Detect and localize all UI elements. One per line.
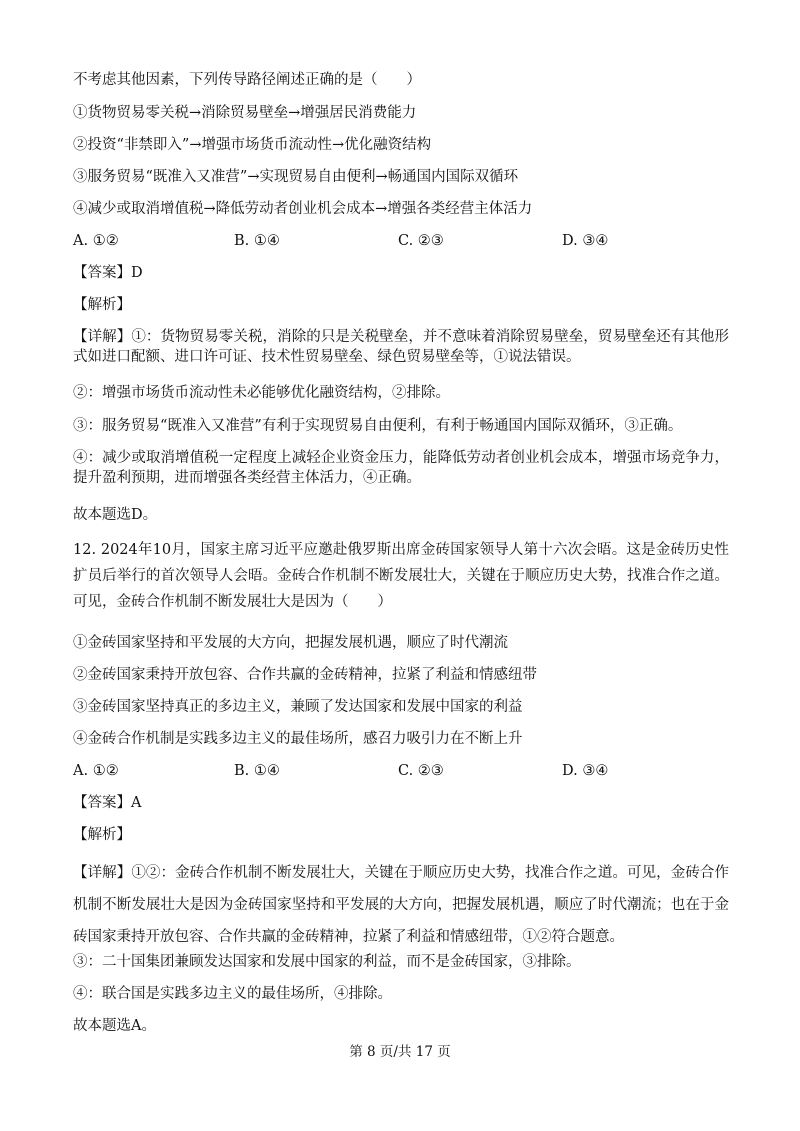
q11-detail-2: ②：增强市场货币流动性未必能够优化融资结构，②排除。 <box>73 385 450 401</box>
q11-option-b: B. ①④ <box>234 233 280 249</box>
q12-detail-3: ④：联合国是实践多边主义的最佳场所，④排除。 <box>73 986 392 1002</box>
q11-stem: 不考虑其他因素，下列传导路径阐述正确的是（ ） <box>73 72 421 88</box>
q12-option-b: B. ①④ <box>234 763 280 779</box>
q11-option-d: D. ③④ <box>562 233 609 249</box>
q11-option-a: A. ①② <box>73 233 119 249</box>
q11-detail-1: 【详解】①：货物贸易零关税，消除的只是关税壁垒，并不意味着消除贸易壁垒，贸易壁垒还有其他形式如进口配额、进口许可证、技术性贸易壁垒、绿色贸易壁垒等，①说法错误。 <box>73 329 729 365</box>
q12-detail-1: 【详解】①②：金砖合作机制不断发展壮大，关键在于顺应历史大势，找准合作之道。可见，金砖合作机制不断发展壮大是因为金砖国家坚持和平发展的大方向，把握发展机遇，顺应了时代潮流；也在于金砖国家秉持开放包容、合作共赢的金砖精神，拉紧了利益和情感纽带，①②符合题意。 <box>73 865 729 945</box>
q11-option-c: C. ②③ <box>398 233 444 249</box>
q12-statement-3: ③金砖国家坚持真正的多边主义，兼顾了发达国家和发展中国家的利益 <box>73 699 523 715</box>
q12-statement-2: ②金砖国家秉持开放包容、合作共赢的金砖精神，拉紧了利益和情感纽带 <box>73 667 537 683</box>
q11-detail-4: ④：减少或取消增值税一定程度上减轻企业资金压力，能降低劳动者创业机会成本，增强市场竞争力，提升盈利预期，进而增强各类经营主体活力，④正确。 <box>73 450 729 486</box>
q11-analysis-label: 【解析】 <box>73 297 131 313</box>
page-footer: 第 8 页/共 17 页 <box>349 1044 451 1060</box>
q12-conclusion: 故本题选A。 <box>73 1018 156 1034</box>
q11-conclusion: 故本题选D。 <box>73 507 158 523</box>
q11-answer: 【答案】D <box>73 265 143 281</box>
q12-detail-2: ③：二十国集团兼顾发达国家和发展中国家的利益，而不是金砖国家，③排除。 <box>73 954 581 970</box>
q12-analysis-label: 【解析】 <box>73 827 131 843</box>
q11-statement-4: ④减少或取消增值税→降低劳动者创业机会成本→增强各类经营主体活力 <box>73 201 533 217</box>
q11-statement-1: ①货物贸易零关税→消除贸易壁垒→增强居民消费能力 <box>73 105 417 121</box>
q12-option-d: D. ③④ <box>562 763 609 779</box>
q11-statement-2: ②投资“非禁即入”→增强市场货币流动性→优化融资结构 <box>73 137 432 153</box>
q12-answer: 【答案】A <box>73 795 142 811</box>
q12-statement-1: ①金砖国家坚持和平发展的大方向，把握发展机遇，顺应了时代潮流 <box>73 635 508 651</box>
q12-statement-4: ④金砖合作机制是实践多边主义的最佳场所，感召力吸引力在不断上升 <box>73 731 523 747</box>
q11-statement-3: ③服务贸易“既准入又准营”→实现贸易自由便利→畅通国内国际双循环 <box>73 169 519 185</box>
q12-stem: 12. 2024年10月，国家主席习近平应邀赴俄罗斯出席金砖国家领导人第十六次会晤。这是金砖历史性扩员后举行的首次领导人会晤。金砖合作机制不断发展壮大，关键在于顺应历史大势，找准合作之道。可见，金砖合作机制不断发展壮大是因为（ ） <box>73 542 729 610</box>
q12-option-c: C. ②③ <box>398 763 444 779</box>
q11-detail-3: ③：服务贸易“既准入又准营”有利于实现贸易自由便利，有利于畅通国内国际双循环，③正确。 <box>73 418 683 434</box>
q12-option-a: A. ①② <box>73 763 119 779</box>
